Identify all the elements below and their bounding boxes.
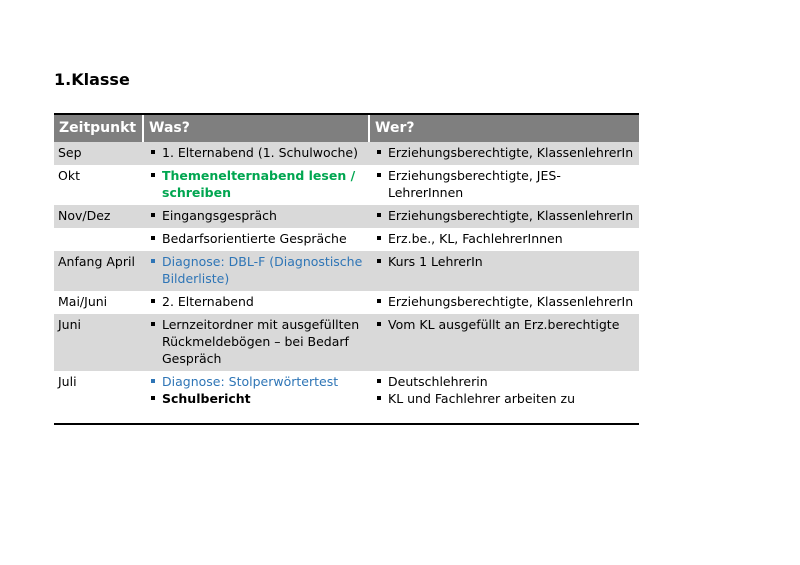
schedule-table: [54, 113, 639, 425]
wer-list: [374, 293, 634, 310]
table-body: [54, 142, 639, 424]
was-list: [148, 207, 364, 224]
cell-wer: [369, 142, 639, 165]
was-list: [148, 316, 364, 367]
was-item: Diagnose: DBL-F (Diagnostische Bilderliste): [148, 253, 364, 287]
wer-list: [374, 144, 634, 161]
cell-was: [143, 205, 369, 228]
was-item: 1. Elternabend (1. Schulwoche): [148, 144, 364, 161]
cell-was: [143, 142, 369, 165]
cell-zeitpunkt: Juni: [54, 314, 143, 371]
table-row: [54, 165, 639, 205]
was-list: [148, 230, 364, 247]
table-row: [54, 142, 639, 165]
wer-list: [374, 373, 634, 407]
was-item: Schulbericht: [148, 390, 364, 407]
was-list: [148, 253, 364, 287]
was-item: Lernzeitordner mit ausgefüllten Rückmeldebögen – bei Bedarf Gespräch: [148, 316, 364, 367]
was-item: Themenelternabend lesen / schreiben: [148, 167, 364, 201]
cell-wer: [369, 314, 639, 371]
was-item: Diagnose: Stolperwörtertest: [148, 373, 364, 390]
wer-item: Erziehungsberechtigte, KlassenlehrerIn: [374, 207, 634, 224]
wer-item: Erziehungsberechtigte, KlassenlehrerIn: [374, 144, 634, 161]
table-row: [54, 251, 639, 291]
header-was: Was?: [143, 114, 369, 142]
cell-wer: [369, 205, 639, 228]
cell-was: [143, 291, 369, 314]
cell-wer: [369, 291, 639, 314]
was-list: [148, 293, 364, 310]
wer-item: Deutschlehrerin: [374, 373, 634, 390]
cell-zeitpunkt: Anfang April: [54, 251, 143, 291]
cell-zeitpunkt: Mai/Juni: [58, 294, 108, 309]
wer-list: [374, 253, 634, 270]
header-wer: Wer?: [369, 114, 639, 142]
cell-zeitpunkt: Okt: [58, 168, 80, 183]
table-row: [54, 228, 639, 251]
cell-was: [143, 228, 369, 251]
table-row: [54, 314, 639, 371]
wer-item: Erziehungsberechtigte, KlassenlehrerIn: [374, 293, 634, 310]
cell-zeitpunkt: Juli: [54, 371, 143, 424]
wer-item: Erziehungsberechtigte, JES-LehrerInnen: [374, 167, 634, 201]
was-list: [148, 144, 364, 161]
wer-item: Vom KL ausgefüllt an Erz.berechtigte: [374, 316, 634, 333]
header-zeitpunkt: Zeitpunkt: [54, 114, 143, 142]
was-list: [148, 167, 364, 201]
wer-item: Erz.be., KL, FachlehrerInnen: [374, 230, 634, 247]
wer-list: [374, 167, 634, 201]
cell-was: [143, 371, 369, 424]
cell-wer: [369, 228, 639, 251]
cell-was: [143, 165, 369, 205]
wer-item: KL und Fachlehrer arbeiten zu: [374, 390, 634, 407]
table-row: [54, 371, 639, 424]
cell-wer: [369, 251, 639, 291]
page-title: 1.Klasse: [54, 70, 130, 89]
table-row: [54, 291, 639, 314]
cell-was: [143, 314, 369, 371]
cell-zeitpunkt: Sep: [54, 142, 143, 165]
cell-zeitpunkt: [54, 228, 143, 251]
was-item: Eingangsgespräch: [148, 207, 364, 224]
was-item: 2. Elternabend: [148, 293, 364, 310]
cell-zeitpunkt: Nov/Dez: [54, 205, 143, 228]
cell-wer: [369, 165, 639, 205]
wer-list: [374, 230, 634, 247]
wer-list: [374, 316, 634, 333]
was-item: Bedarfsorientierte Gespräche: [148, 230, 364, 247]
cell-wer: [369, 371, 639, 424]
wer-item: Kurs 1 LehrerIn: [374, 253, 634, 270]
cell-was: [143, 251, 369, 291]
was-list: [148, 373, 364, 407]
wer-list: [374, 207, 634, 224]
table-row: [54, 205, 639, 228]
table-header: [54, 114, 639, 142]
